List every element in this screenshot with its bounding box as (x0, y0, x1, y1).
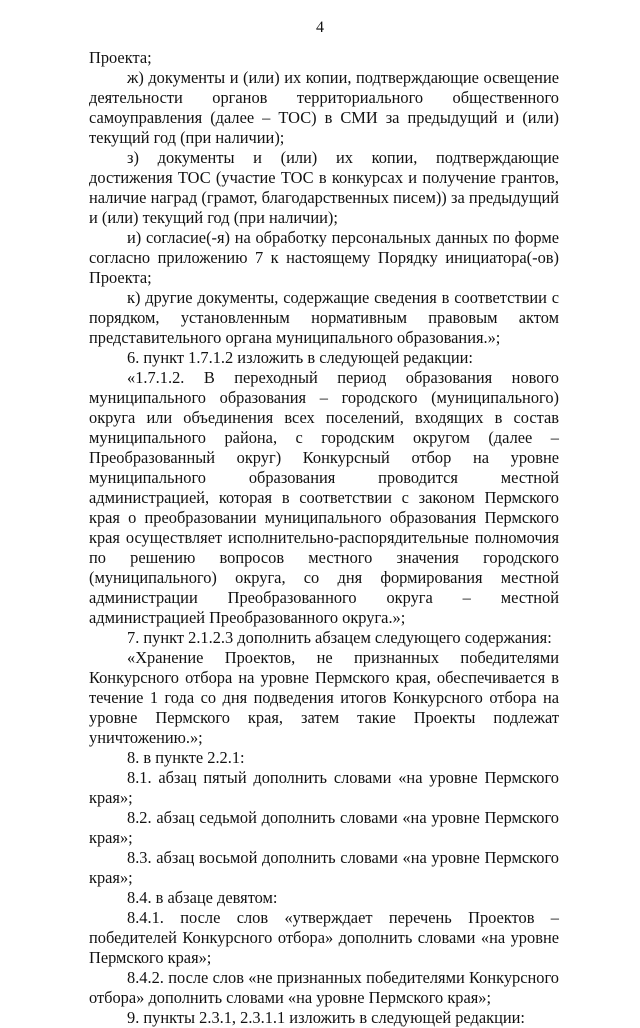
paragraph-clause-8-4-1: 8.4.1. после слов «утверждает перечень Проектов – победителей Конкурсного отбора» дополнить словами «на уровне Пермского края»; (89, 908, 559, 967)
paragraph-item-i: и) согласие(-я) на обработку персональных данных по форме согласно приложению 7 к настоящему Порядку инициатора(-ов) Проекта; (89, 228, 559, 287)
paragraph-clause-8-2: 8.2. абзац седьмой дополнить словами «на уровне Пермского края»; (89, 808, 559, 847)
paragraph-clause-6: 6. пункт 1.7.1.2 изложить в следующей редакции: (127, 348, 473, 367)
paragraph-item-zh: ж) документы и (или) их копии, подтверждающие освещение деятельности органов территориального общественного самоуправления (далее – ТОС) в СМИ за предыдущий и (или) текущий год (при наличии); (89, 68, 559, 147)
paragraph-clause-7: 7. пункт 2.1.2.3 дополнить абзацем следующего содержания: (127, 628, 552, 647)
page-number: 4 (316, 19, 324, 36)
paragraph-item-z: з) документы и (или) их копии, подтверждающие достижения ТОС (участие ТОС в конкурсах и получение грантов, наличие наград (грамот, благодарственных писем)) за предыдущий и (или) текущий год (при наличии); (89, 148, 559, 227)
paragraph-clause-1-7-1-2: «1.7.1.2. В переходный период образования нового муниципального образования – городского (муниципального) округа или объединения всех поселений, входящих в состав муниципального района, с городским округом (далее – Преобразованный округ) Конкурсный отбор на уровне муниципального образования проводится местной администрацией, которая в соответствии с законом Пермского края о преобразовании муниципального образования Пермского края осуществляет исполнительно-распорядительные полномочия по решению вопросов местного значения городского (муниципального) округа, со дня формирования местной администрации Преобразованного округа – местной администрацией Преобразованного округа.»; (89, 368, 559, 627)
paragraph-clause-8-4-2: 8.4.2. после слов «не признанных победителями Конкурсного отбора» дополнить словами «на уровне Пермского края»; (89, 968, 559, 1007)
document-body (89, 48, 559, 1028)
paragraph-clause-8-3: 8.3. абзац восьмой дополнить словами «на уровне Пермского края»; (89, 848, 559, 887)
paragraph-clause-8-4: 8.4. в абзаце девятом: (127, 888, 278, 907)
paragraph-clause-8-1: 8.1. абзац пятый дополнить словами «на уровне Пермского края»; (89, 768, 559, 807)
paragraph-item-k: к) другие документы, содержащие сведения в соответствии с порядком, установленным нормативным правовым актом представительного органа муниципального образования.»; (89, 288, 559, 347)
paragraph-clause-9: 9. пункты 2.3.1, 2.3.1.1 изложить в следующей редакции: (127, 1008, 525, 1027)
paragraph-storage-of-projects: «Хранение Проектов, не признанных победителями Конкурсного отбора на уровне Пермского края, обеспечивается в течение 1 года со дня подведения итогов Конкурсного отбора на уровне Пермского края, затем такие Проекты подлежат уничтожению.»; (89, 648, 559, 747)
paragraph-continuation: Проекта; (89, 48, 152, 67)
paragraph-clause-8: 8. в пункте 2.2.1: (127, 748, 245, 767)
